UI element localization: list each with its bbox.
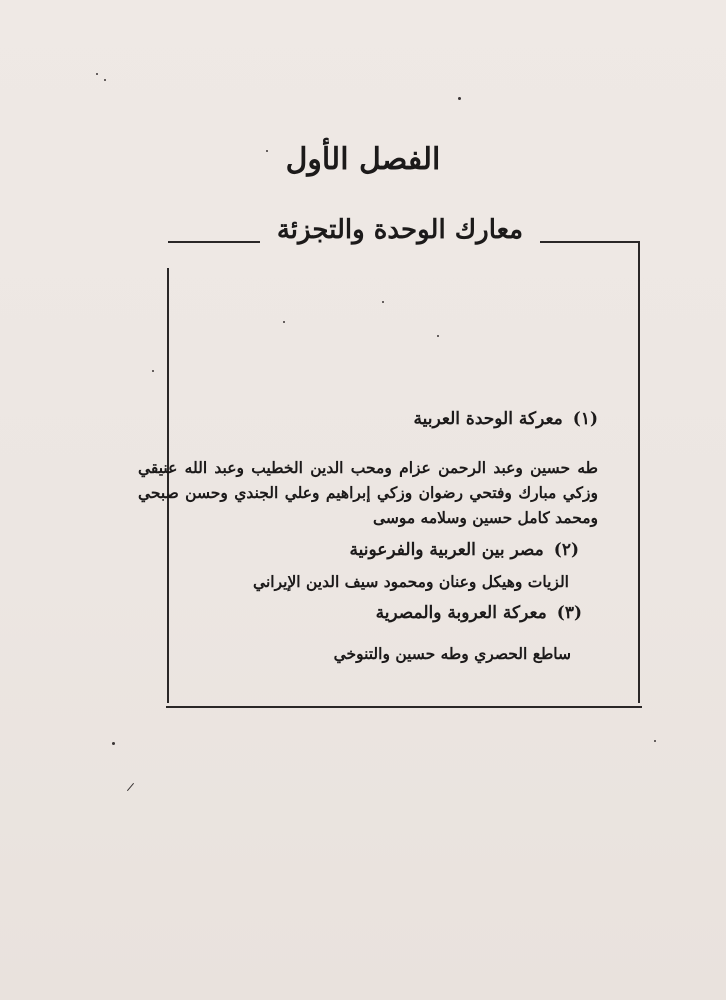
ink-speck: [654, 740, 656, 742]
title-rule-left: [168, 241, 260, 243]
item-title: معركة الوحدة العربية: [413, 409, 563, 429]
contents-item-2: [350, 540, 579, 560]
ink-speck: [266, 150, 268, 152]
item-title: معركة العروبة والمصرية: [375, 603, 547, 623]
ink-speck: [112, 742, 115, 745]
ink-speck: [104, 79, 106, 81]
frame-right-border: [638, 241, 640, 703]
frame-bottom-border: [166, 706, 642, 708]
item-authors: طه حسين وعبد الرحمن عزام ومحب الدين الخطيب وعبد الله عنيقي وزكي مبارك وفتحي رضوان وزكي إبراهيم وعلي الجندي وحسن صبحي ومحمد كامل حسين وسلامه موسى: [138, 458, 598, 527]
item-number: (٣): [556, 603, 582, 623]
ink-speck: [152, 370, 154, 372]
ink-speck: [96, 73, 98, 75]
item-authors: ساطع الحصري وطه حسين والتنوخي: [333, 644, 571, 663]
contents-item-3: [376, 603, 582, 623]
ink-speck: [127, 783, 134, 791]
item-number: (١): [572, 409, 598, 429]
ink-speck: [283, 321, 285, 323]
item-title: مصر بين العربية والفرعونية: [349, 540, 544, 560]
ink-speck: [458, 97, 461, 100]
ink-speck: [437, 335, 439, 337]
item-authors: الزيات وهيكل وعنان ومحمود سيف الدين الإيراني: [253, 572, 569, 591]
contents-item-1: [414, 409, 598, 429]
chapter-title: الفصل الأول: [285, 142, 441, 177]
ink-speck: [382, 301, 384, 303]
section-title: معارك الوحدة والتجزئة: [276, 215, 524, 245]
title-rule-right: [540, 241, 640, 243]
item-number: (٢): [553, 540, 579, 560]
